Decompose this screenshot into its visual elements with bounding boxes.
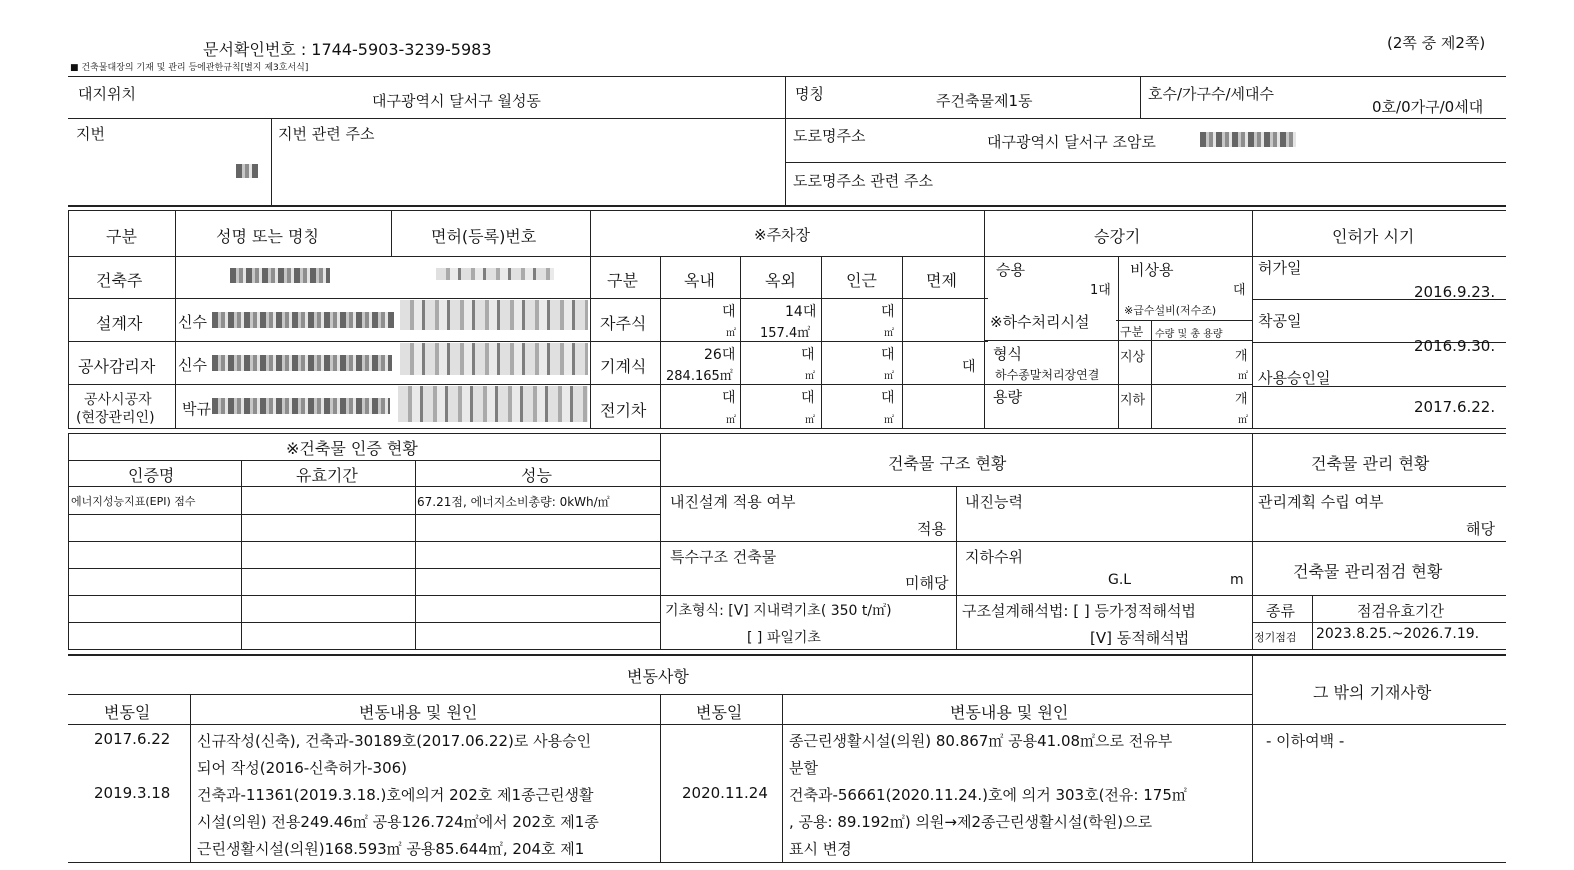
people-col-type: 구분 xyxy=(106,227,137,246)
parking-ev-nearby-count: 대 xyxy=(881,390,895,406)
redacted-contractor-name xyxy=(212,398,390,414)
elevator-emergency-value: 대 xyxy=(1233,283,1246,298)
redacted-supervisor-name xyxy=(212,355,392,371)
cert-col-performance: 성능 xyxy=(521,466,552,485)
groundwater-unit: m xyxy=(1230,572,1244,588)
change-text-2a: 건축과-11361(2019.3.18.)호에의거 202호 제1종근린생활 xyxy=(197,786,594,804)
units-label: 호수/가구수/세대수 xyxy=(1148,85,1275,103)
water-col-type: 구분 xyxy=(1120,325,1144,339)
parking-self-outdoor-area: 157.4㎡ xyxy=(760,326,811,341)
redacted-supervisor-license xyxy=(400,343,588,375)
management-plan-label: 관리계획 수립 여부 xyxy=(1258,493,1384,511)
cert-col-name: 인증명 xyxy=(128,466,175,485)
change-text-3a: 종근린생활시설(의원) 80.867㎡ 공용41.08㎡으로 전유부 xyxy=(789,732,1173,750)
contractor-name: 박규 xyxy=(182,400,211,418)
elevator-passenger-value: 1대 xyxy=(1090,283,1111,298)
site-location-label: 대지위치 xyxy=(78,85,136,103)
analysis-dynamic: [V] 동적해석법 xyxy=(1090,629,1190,647)
foundation-type: 기초형식: [V] 지내력기초( 350 t/㎡) xyxy=(665,603,892,619)
people-col-name: 성명 또는 명칭 xyxy=(216,227,319,246)
parking-exempt-value: 대 xyxy=(962,359,976,375)
parking-self-nearby-count: 대 xyxy=(881,304,895,320)
people-col-license: 면허(등록)번호 xyxy=(431,227,537,246)
redacted-designer-name xyxy=(212,312,394,328)
parking-col-nearby: 인근 xyxy=(846,271,877,290)
seismic-design-value: 적용 xyxy=(917,520,946,538)
parking-self-indoor-count: 대 xyxy=(722,304,736,320)
elevator-passenger-label: 승용 xyxy=(996,261,1025,279)
cert-col-period: 유효기간 xyxy=(296,466,358,485)
inspection-kind: 정기점검 xyxy=(1254,631,1297,644)
approval-date-label: 사용승인일 xyxy=(1258,369,1331,387)
supervisor-name: 신수 xyxy=(178,356,207,374)
road-address-value: 대구광역시 달서구 조암로 xyxy=(987,133,1156,151)
lot-number-label: 지번 xyxy=(76,125,105,143)
change-text-3d: , 공용: 89.192㎡) 의원→제2종근린생활시설(학원)으로 xyxy=(789,813,1153,831)
contractor-label: 공사시공자 xyxy=(84,392,152,408)
units-value: 0호/0가구/0세대 xyxy=(1372,98,1484,116)
elevator-emergency-label: 비상용 xyxy=(1130,261,1174,279)
water-supply-title: ※급수설비(저수조) xyxy=(1124,304,1217,317)
other-notes-value: - 이하여백 - xyxy=(1266,732,1345,750)
inspection-col-kind: 종류 xyxy=(1266,602,1295,620)
water-underground-unit: ㎡ xyxy=(1238,415,1248,426)
parking-mech-outdoor-count: 대 xyxy=(801,347,815,363)
parking-mech-nearby-count: 대 xyxy=(881,347,895,363)
changes-title: 변동사항 xyxy=(627,667,689,686)
parking-mech-indoor-area: 284.165㎡ xyxy=(666,369,733,384)
site-location-value: 대구광역시 달서구 월성동 xyxy=(372,92,541,110)
parking-row-mechanical: 기계식 xyxy=(600,357,647,376)
certification-title: ※건축물 인증 현황 xyxy=(286,439,418,458)
parking-row-ev: 전기차 xyxy=(600,401,647,420)
building-name-label: 명칭 xyxy=(795,85,824,103)
structure-title: 건축물 구조 현황 xyxy=(888,454,1007,473)
redacted-lot-number xyxy=(236,164,258,178)
water-ground-unit: ㎡ xyxy=(1238,371,1248,382)
special-structure-label: 특수구조 건축물 xyxy=(670,548,777,566)
start-date-value: 2016.9.30. xyxy=(1414,337,1496,355)
parking-mech-outdoor-area: ㎡ xyxy=(805,371,815,382)
lot-related-label: 지번 관련 주소 xyxy=(278,125,375,143)
approval-date-value: 2017.6.22. xyxy=(1414,398,1496,416)
redacted-owner-name xyxy=(230,268,330,283)
start-date-label: 착공일 xyxy=(1258,312,1302,330)
change-text-3e: 표시 변경 xyxy=(789,840,852,858)
parking-mech-indoor-count: 26대 xyxy=(704,347,736,363)
sewage-capacity-label: 용량 xyxy=(993,388,1022,406)
seismic-capacity-label: 내진능력 xyxy=(965,493,1023,511)
changes-col-content-right: 변동내용 및 원인 xyxy=(950,703,1069,722)
parking-col-indoor: 옥내 xyxy=(684,271,715,290)
road-address-label: 도로명주소 xyxy=(793,127,866,145)
change-date-3: 2020.11.24 xyxy=(682,784,768,802)
management-plan-value: 해당 xyxy=(1466,520,1495,538)
parking-self-nearby-area: ㎡ xyxy=(884,328,894,339)
change-text-1a: 신규작성(신축), 건축과-30189호(2017.06.22)로 사용승인 xyxy=(197,732,592,750)
other-notes-title: 그 밖의 기재사항 xyxy=(1313,683,1432,702)
analysis-method: 구조설계해석법: [ ] 등가정적해석법 xyxy=(962,602,1196,620)
cert-row-performance: 67.21점, 에너지소비총량: 0kWh/㎡ xyxy=(417,495,610,509)
inspection-valid-period: 2023.8.25.~2026.7.19. xyxy=(1316,626,1480,642)
changes-col-content-left: 변동내용 및 원인 xyxy=(359,703,478,722)
changes-col-date-right: 변동일 xyxy=(696,703,743,722)
road-related-label: 도로명주소 관련 주소 xyxy=(793,172,933,190)
page-indicator: (2쪽 중 제2쪽) xyxy=(1387,34,1486,52)
redacted-owner-license xyxy=(436,268,554,280)
parking-col-exempt: 면제 xyxy=(926,271,957,290)
parking-ev-indoor-count: 대 xyxy=(722,390,736,406)
special-structure-value: 미해당 xyxy=(905,574,949,592)
designer-name: 신수 xyxy=(178,313,207,331)
supervisor-label: 공사감리자 xyxy=(78,357,156,376)
parking-self-indoor-area: ㎡ xyxy=(726,328,736,339)
parking-row-self: 자주식 xyxy=(600,314,647,333)
form-rule-text: ■ 건축물대장의 기재 및 관리 등에관한규칙[별지 제3호서식] xyxy=(70,63,309,73)
sewage-type-label: 형식 xyxy=(993,345,1022,363)
change-date-1: 2017.6.22 xyxy=(94,730,171,748)
document-number: 문서확인번호 : 1744-5903-3239-5983 xyxy=(203,40,492,59)
parking-ev-indoor-area: ㎡ xyxy=(726,415,736,426)
management-title: 건축물 관리 현황 xyxy=(1311,454,1430,473)
permits-title: 인허가 시기 xyxy=(1332,227,1415,246)
permit-date-label: 허가일 xyxy=(1258,259,1302,277)
foundation-pile: [ ] 파일기초 xyxy=(747,630,821,646)
redacted-road-number xyxy=(1200,132,1296,147)
parking-title: ※주차장 xyxy=(754,226,811,244)
parking-ev-outdoor-area: ㎡ xyxy=(805,415,815,426)
parking-ev-nearby-area: ㎡ xyxy=(884,415,894,426)
changes-col-date-left: 변동일 xyxy=(104,703,151,722)
parking-self-outdoor-count: 14대 xyxy=(785,304,817,320)
owner-label: 건축주 xyxy=(96,271,143,290)
water-underground-label: 지하 xyxy=(1120,393,1146,408)
contractor-sublabel: (현장관리인) xyxy=(76,410,155,426)
designer-label: 설계자 xyxy=(96,314,143,333)
inspection-col-valid: 점검유효기간 xyxy=(1357,602,1444,620)
building-name-value: 주건축물제1동 xyxy=(936,92,1033,110)
change-text-2c: 근린생활시설(의원)168.593㎡ 공용85.644㎡, 204호 제1 xyxy=(197,840,585,858)
groundwater-value: G.L xyxy=(1108,572,1132,588)
change-text-2b: 시설(의원) 전용249.46㎡ 공용126.724㎡에서 202호 제1종 xyxy=(197,813,599,831)
permit-date-value: 2016.9.23. xyxy=(1414,283,1496,301)
parking-ev-outdoor-count: 대 xyxy=(801,390,815,406)
elevator-title: 승강기 xyxy=(1094,227,1141,246)
parking-col-type: 구분 xyxy=(607,271,638,290)
sewage-title: ※하수처리시설 xyxy=(990,313,1090,331)
change-text-1b: 되어 작성(2016-신축허가-306) xyxy=(197,759,408,777)
water-col-qty: 수량 및 총 용량 xyxy=(1155,329,1223,340)
groundwater-label: 지하수위 xyxy=(965,548,1023,566)
change-text-3b: 분할 xyxy=(789,759,818,777)
sewage-type-value: 하수종말처리장연결 xyxy=(995,368,1100,382)
water-ground-value: 개 xyxy=(1235,349,1248,364)
change-date-2: 2019.3.18 xyxy=(94,784,171,802)
redacted-contractor-license xyxy=(398,386,588,422)
inspection-title: 건축물 관리점검 현황 xyxy=(1293,562,1443,581)
redacted-designer-license xyxy=(400,300,588,330)
seismic-design-label: 내진설계 적용 여부 xyxy=(670,493,796,511)
parking-mech-nearby-area: ㎡ xyxy=(884,371,894,382)
water-underground-value: 개 xyxy=(1235,392,1248,407)
water-ground-label: 지상 xyxy=(1120,350,1146,365)
change-text-3c: 건축과-56661(2020.11.24.)호에 의거 303호(전유: 175㎡ xyxy=(789,786,1187,804)
parking-col-outdoor: 옥외 xyxy=(765,271,796,290)
cert-row-name: 에너지성능지표(EPI) 점수 xyxy=(71,495,196,508)
